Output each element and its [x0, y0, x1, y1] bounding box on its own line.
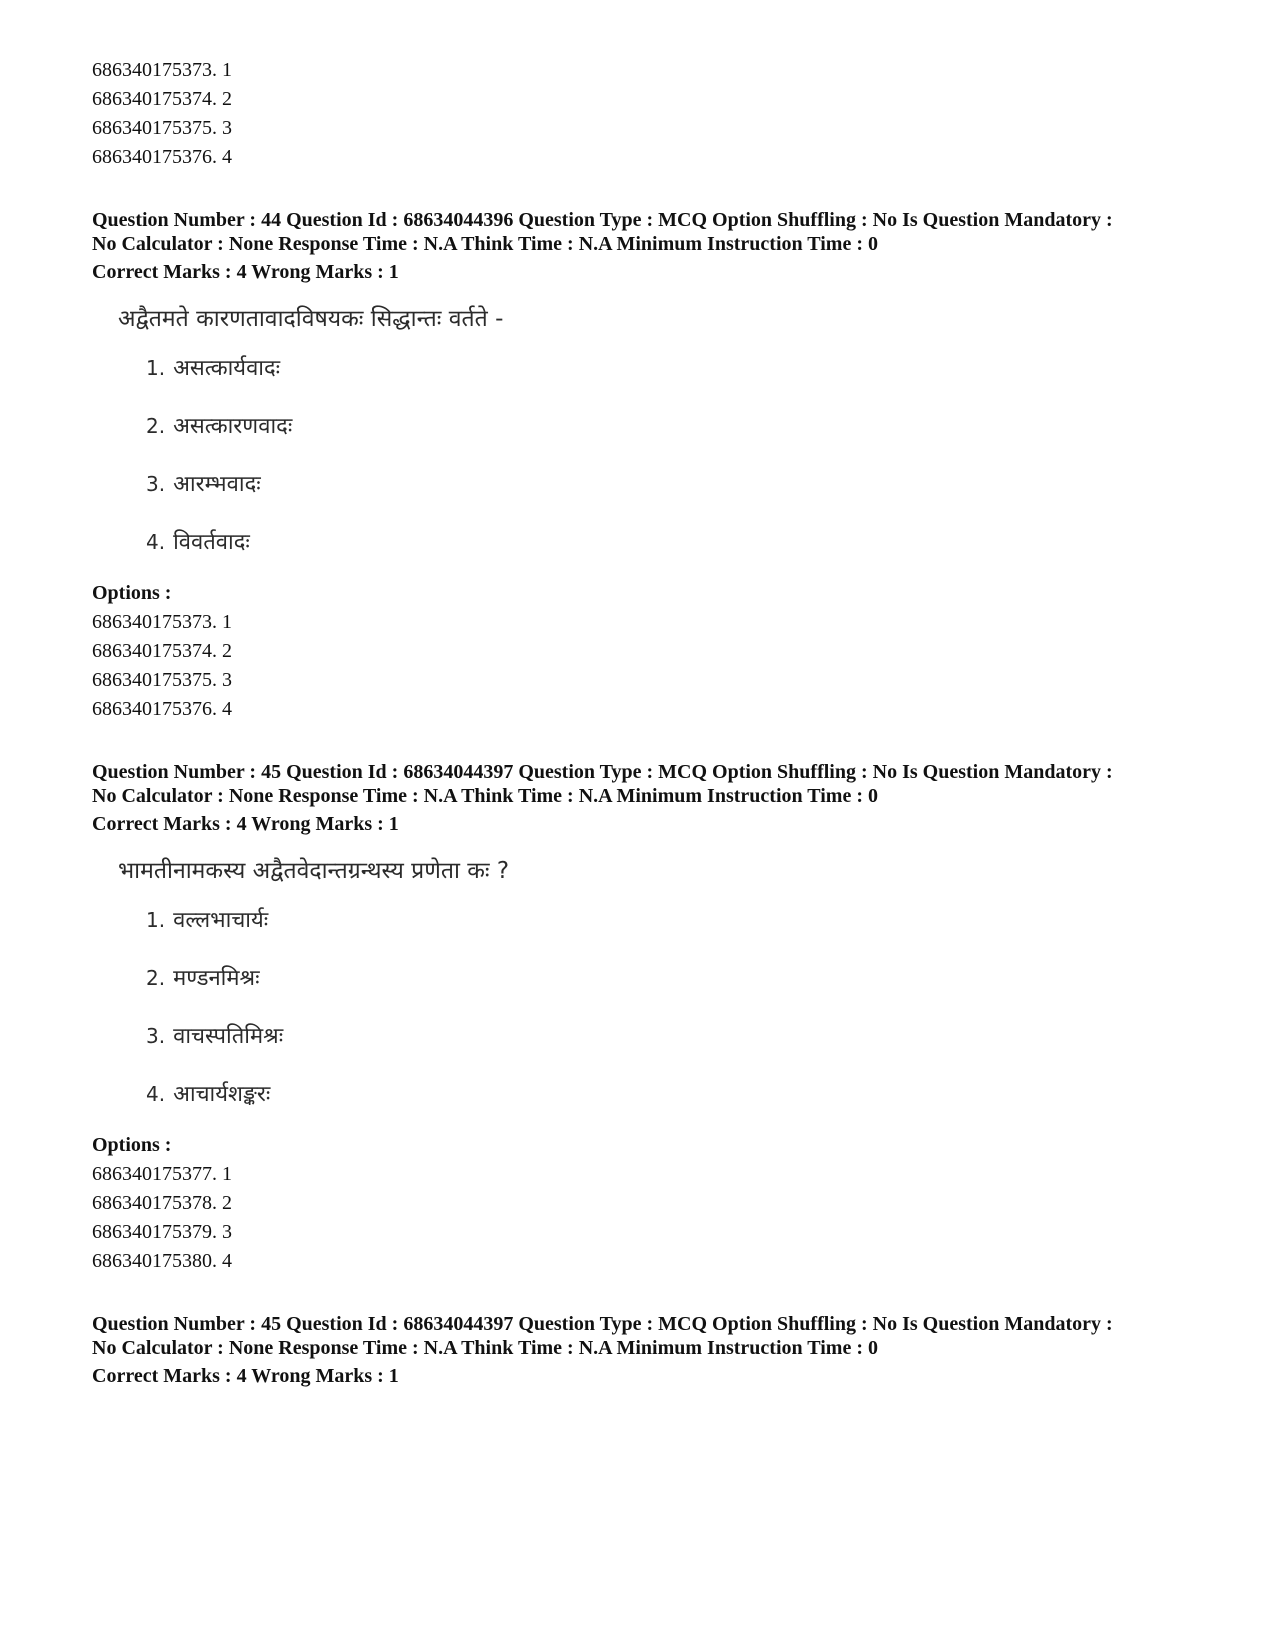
question-header-line-2: No Calculator : None Response Time : N.A Think Time : N.A Minimum Instruction Time : 0	[92, 785, 878, 807]
option-line: 686340175375. 3	[92, 669, 232, 691]
choice-number: 1.	[146, 908, 166, 932]
choice-item	[118, 339, 1202, 397]
question-header-line-2: No Calculator : None Response Time : N.A Think Time : N.A Minimum Instruction Time : 0	[92, 233, 878, 255]
question-text: भामतीनामकस्य अद्वैतवेदान्तग्रन्थस्य प्रणेता कः ?	[118, 858, 510, 884]
choice-text: मण्डनमिश्रः	[173, 966, 260, 991]
choice-text: असत्कार्यवादः	[173, 356, 281, 381]
options-list	[92, 1160, 1202, 1276]
choice-text: आरम्भवादः	[173, 472, 261, 497]
question-header	[92, 1312, 1202, 1360]
question-marks: Correct Marks : 4 Wrong Marks : 1	[92, 261, 399, 283]
question-marks: Correct Marks : 4 Wrong Marks : 1	[92, 1365, 399, 1387]
question-marks: Correct Marks : 4 Wrong Marks : 1	[92, 813, 399, 835]
option-line: 686340175379. 3	[92, 1221, 232, 1243]
question-header-line-1: Question Number : 45 Question Id : 68634044397 Question Type : MCQ Option Shuffling : No Is Question Mandatory :	[92, 1313, 1113, 1335]
question-header	[92, 760, 1202, 808]
option-line: 686340175374. 2	[92, 88, 232, 110]
choice-item	[118, 1065, 1202, 1123]
option-line: 686340175376. 4	[92, 698, 232, 720]
options-list	[92, 608, 1202, 724]
choice-number: 4.	[146, 1082, 166, 1106]
question-header-line-1: Question Number : 45 Question Id : 68634044397 Question Type : MCQ Option Shuffling : No Is Question Mandatory :	[92, 761, 1113, 783]
choice-item	[118, 1007, 1202, 1065]
choice-number: 4.	[146, 530, 166, 554]
options-label: Options :	[92, 1134, 172, 1156]
choice-number: 2.	[146, 966, 166, 990]
option-line: 686340175373. 1	[92, 59, 232, 81]
choice-text: वल्लभाचार्यः	[173, 908, 269, 933]
choice-number: 3.	[146, 472, 166, 496]
question-header-line-2: No Calculator : None Response Time : N.A Think Time : N.A Minimum Instruction Time : 0	[92, 1337, 878, 1359]
question-block-44	[92, 208, 1202, 724]
choice-text: विवर्तवादः	[173, 530, 250, 555]
question-text: अद्वैतमते कारणतावादविषयकः सिद्धान्तः वर्तते -	[118, 306, 504, 332]
choice-item	[118, 455, 1202, 513]
option-line: 686340175374. 2	[92, 640, 232, 662]
choice-item	[118, 513, 1202, 571]
choice-number: 2.	[146, 414, 166, 438]
question-image	[92, 851, 1202, 1123]
choice-item	[118, 949, 1202, 1007]
document-page	[92, 56, 1202, 1391]
question-header	[92, 208, 1202, 256]
option-line: 686340175380. 4	[92, 1250, 232, 1272]
option-line: 686340175376. 4	[92, 146, 232, 168]
option-line: 686340175375. 3	[92, 117, 232, 139]
question-header-line-1: Question Number : 44 Question Id : 68634044396 Question Type : MCQ Option Shuffling : No Is Question Mandatory :	[92, 209, 1113, 231]
choice-number: 1.	[146, 356, 166, 380]
question-block-next	[92, 1312, 1202, 1391]
top-options-list	[92, 56, 1202, 172]
options-label: Options :	[92, 582, 172, 604]
choice-text: असत्कारणवादः	[173, 414, 293, 439]
choice-text: वाचस्पतिमिश्रः	[173, 1024, 284, 1049]
choice-item	[118, 397, 1202, 455]
choice-item	[118, 891, 1202, 949]
choice-number: 3.	[146, 1024, 166, 1048]
option-line: 686340175373. 1	[92, 611, 232, 633]
question-block-45	[92, 760, 1202, 1276]
option-line: 686340175377. 1	[92, 1163, 232, 1185]
option-line: 686340175378. 2	[92, 1192, 232, 1214]
question-image	[92, 299, 1202, 571]
choice-text: आचार्यशङ्करः	[173, 1082, 271, 1107]
